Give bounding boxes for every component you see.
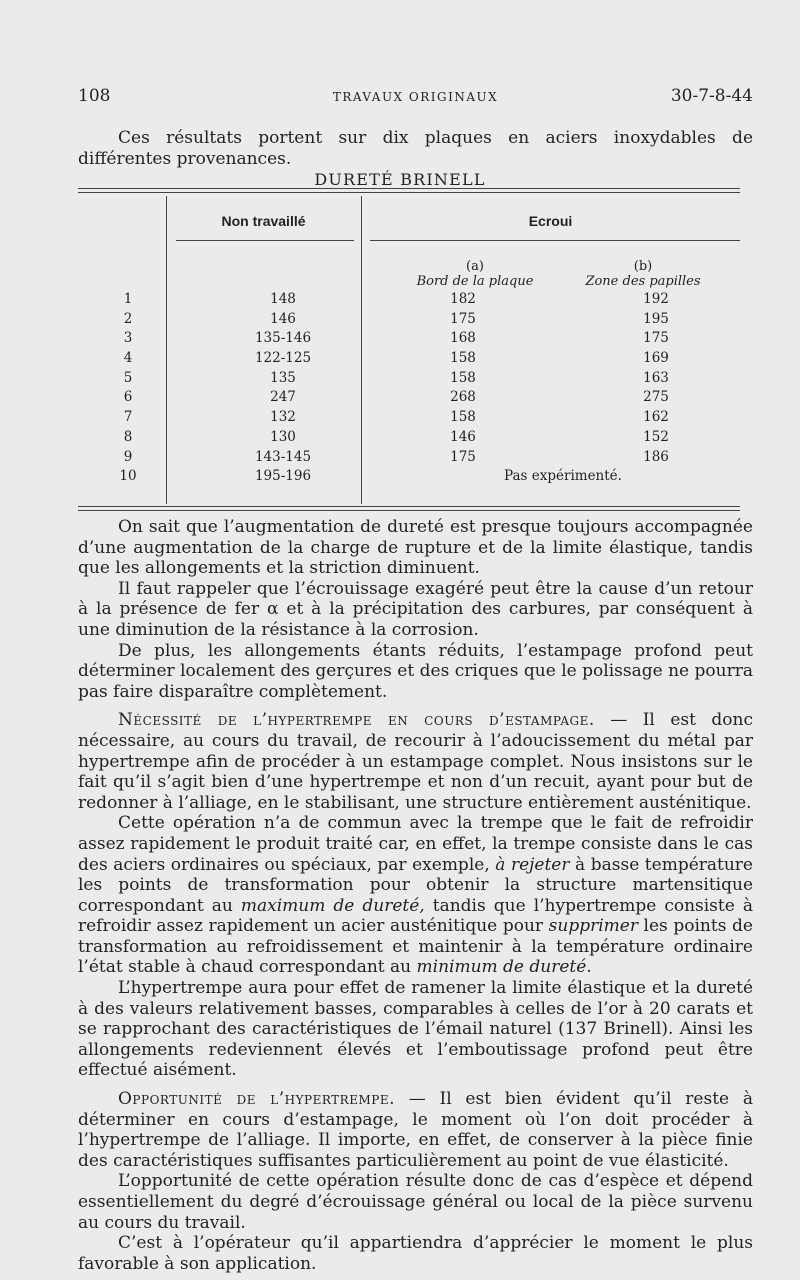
table-row xyxy=(78,350,740,370)
section-opportunite xyxy=(78,1089,753,1171)
cell-non-travaille: 146 xyxy=(270,310,296,327)
cell-papilles: 192 xyxy=(643,291,669,307)
cell-non-travaille: 195-196 xyxy=(254,468,312,485)
subheader-rule-left xyxy=(176,240,354,241)
subheader-b xyxy=(563,259,723,289)
table-row xyxy=(78,291,740,311)
cell-index: 6 xyxy=(123,389,133,406)
cell-papilles: 169 xyxy=(643,350,669,367)
table-row xyxy=(78,311,740,331)
cell-non-travaille: 135-146 xyxy=(254,330,312,347)
body-text xyxy=(78,517,753,1274)
page-header xyxy=(78,86,753,110)
cell-bord: 182 xyxy=(450,291,476,307)
cell-index: 8 xyxy=(123,428,133,445)
cell-papilles: 275 xyxy=(643,389,669,406)
subheader-a-label: Bord de la plaque xyxy=(416,274,534,289)
cell-index: 2 xyxy=(123,310,133,327)
paragraph: On sait que l’augmentation de dureté est presque toujours accompagnée d’une augmentation de la charge de rupture et de la limite élastique, tandis que les allongements et la striction diminuent. xyxy=(78,517,753,579)
paragraph: De plus, les allongements étants réduits, l’estampage profond peut déterminer localement des gerçures et des criques que le polissage ne pourra pas faire disparaître complètement. xyxy=(78,640,753,702)
table-row xyxy=(78,330,740,350)
table-row xyxy=(78,409,740,429)
cell-non-travaille: 247 xyxy=(270,389,296,406)
section-text: — Il est donc nécessaire, au cours du travail, de recourir à l’adoucissement du métal par hypertrempe afin de procéder à un estampage complet. Nous insistons sur le fait qu’il s’agit bien d’une hypertrempe et non d’un recuit, ayant pour but de redonner à l’alliage, en le stabilisant, une structure entièrement austénitique. xyxy=(78,710,753,813)
cell-papilles: 162 xyxy=(643,409,669,426)
subheader-b-label: Zone des papilles xyxy=(585,274,701,289)
cell-bord: 175 xyxy=(450,310,476,327)
cell-index: 5 xyxy=(123,369,133,386)
cell-bord: 168 xyxy=(450,330,476,347)
cell-non-travaille: 122-125 xyxy=(254,350,312,367)
table-row xyxy=(78,370,740,390)
cell-papilles: 152 xyxy=(643,428,669,445)
intro-paragraph: Ces résultats portent sur dix plaques en aciers inoxydables de différentes provenances. xyxy=(78,128,753,169)
issue-date: 30-7-8-44 xyxy=(670,86,753,106)
cell-index: 4 xyxy=(123,350,133,367)
table-row xyxy=(78,429,740,449)
table-title: DURETÉ BRINELL xyxy=(314,170,486,189)
paragraph: L’opportunité de cette opération résulte donc de cas d’espèce et dépend essentiellement du degré d’écrouissage général ou local de la pièce survenu au cours du travail. xyxy=(78,1171,753,1233)
cell-index: 10 xyxy=(119,468,137,485)
page-number: 108 xyxy=(78,86,111,106)
header-non-travaille: Non travaillé xyxy=(221,213,306,229)
cell-papilles: 175 xyxy=(643,330,669,347)
cell-bord: 158 xyxy=(450,409,476,426)
cell-bord: 158 xyxy=(450,369,476,386)
cell-not-tested: Pas expérimenté. xyxy=(504,468,622,485)
section-hypertrempe-estampage xyxy=(78,710,753,813)
section-heading: Nécessité de l’hypertrempe en cours d’estampage. xyxy=(118,710,595,731)
cell-papilles: 163 xyxy=(643,369,669,386)
cell-index: 7 xyxy=(123,409,133,426)
running-title: TRAVAUX ORIGINAUX xyxy=(332,90,499,104)
table-bottom-rule xyxy=(78,506,740,511)
cell-papilles: 195 xyxy=(643,310,669,327)
header-ecroui: Ecroui xyxy=(528,213,573,229)
table-row xyxy=(78,468,740,488)
cell-non-travaille: 148 xyxy=(270,291,296,307)
section-text: — Il est bien évident qu’il reste à déterminer en cours d’estampage, le moment où l’on doit procéder à l’hypertrempe de l’alliage. Il importe, en effet, de conserver à la pièce finie des caractéristiques suffisantes particulièrement au point de vue élasticité. xyxy=(78,1089,753,1171)
cell-non-travaille: 135 xyxy=(270,369,296,386)
cell-bord: 158 xyxy=(450,350,476,367)
cell-index: 3 xyxy=(123,330,133,347)
cell-bord: 175 xyxy=(450,448,476,465)
subheader-b-letter: (b) xyxy=(633,259,653,274)
cell-papilles: 186 xyxy=(643,448,669,465)
cell-non-travaille: 143-145 xyxy=(254,448,312,465)
subheader-a-letter: (a) xyxy=(466,259,484,274)
subheader-rule-right xyxy=(370,240,740,241)
paragraph: Il faut rappeler que l’écrouissage exagéré peut être la cause d’un retour à la présence de fer α et à la précipitation des carbures, par conséquent à une diminution de la résistance à la corrosion. xyxy=(78,578,753,640)
paragraph: Cette opération n’a de commun avec la trempe que le fait de refroidir assez rapidement le produit traité car, en effet, la trempe consiste dans le cas des aciers ordinaires ou spéciaux, par exemple, à rejeter à basse température les points de transformation pour obtenir la structure martensitique correspondant au maximum de dureté, tandis que l’hypertrempe consiste à refroidir assez rapidement un acier austénitique pour supprimer les points de transformation au refroidissement et maintenir à la température ordinaire l’état stable à chaud correspondant au minimum de dureté. xyxy=(78,813,753,978)
subheader-a xyxy=(405,259,545,289)
table-top-rule xyxy=(78,188,740,193)
section-heading: Opportunité de l’hypertrempe. xyxy=(118,1089,395,1110)
cell-non-travaille: 132 xyxy=(270,409,296,426)
paragraph: C’est à l’opérateur qu’il appartiendra d’apprécier le moment le plus favorable à son application. xyxy=(78,1233,753,1274)
table-row xyxy=(78,449,740,469)
cell-bord: 146 xyxy=(450,428,476,445)
cell-index: 1 xyxy=(123,291,133,307)
cell-bord: 268 xyxy=(450,389,476,406)
paragraph: L’hypertrempe aura pour effet de ramener la limite élastique et la dureté à des valeurs relativement basses, comparables à celles de l’or à 20 carats et se rapprochant des caractéristiques de l’émail naturel (137 Brinell). Ainsi les allongements redeviennent élevés et l’emboutissage profond peut être effectué aisément. xyxy=(78,978,753,1081)
cell-non-travaille: 130 xyxy=(270,428,296,445)
table-body xyxy=(78,291,740,488)
cell-index: 9 xyxy=(123,448,133,465)
table-row xyxy=(78,389,740,409)
